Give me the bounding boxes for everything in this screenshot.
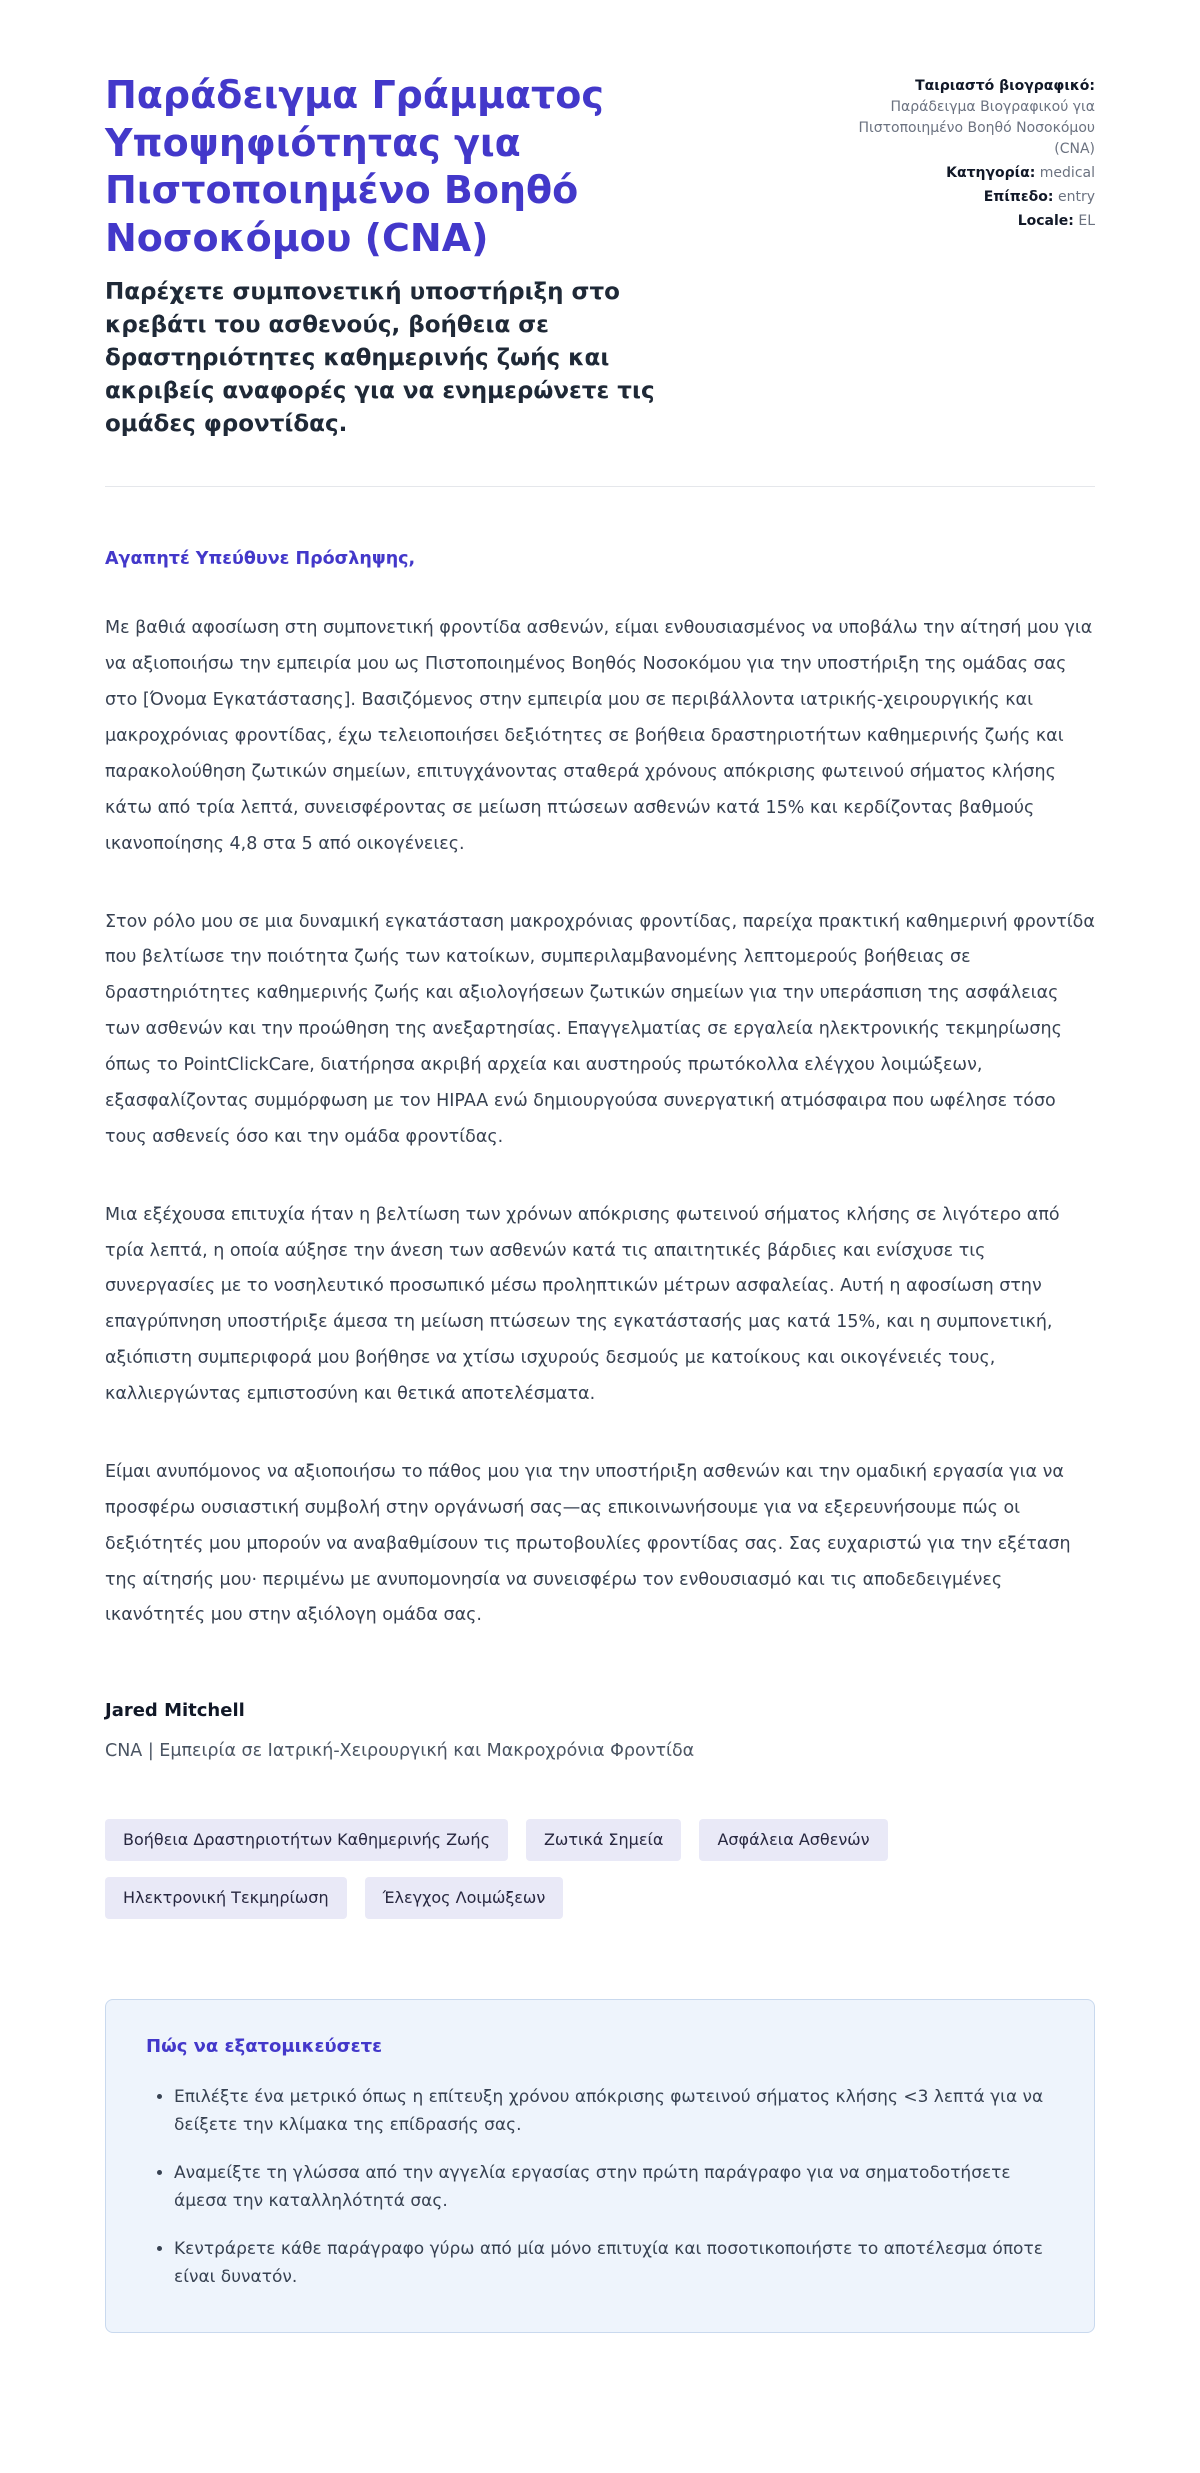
header-titles <box>105 72 785 440</box>
meta-category-value: medical <box>1039 165 1095 181</box>
skill-tag-infection-control: Έλεγχος Λοιμώξεων <box>365 1877 564 1919</box>
skill-tag-electronic-documentation: Ηλεκτρονική Τεκμηρίωση <box>105 1877 347 1919</box>
letter-greeting: Αγαπητέ Υπεύθυνε Πρόσληψης, <box>105 549 416 570</box>
meta-level <box>845 187 1095 208</box>
letter-paragraph-4: Είμαι ανυπόμονος να αξιοποιήσω το πάθος μου για την υποστήριξη ασθενών και την ομαδική εργασία για να προσφέρω ουσιαστική συμβολή στην οργάνωσή σας—ας επικοινωνήσουμε για να εξερευνήσουμε πώς οι δεξιότητές μου μπορούν να αναβαθμίσουν τις πρωτοβουλίες φροντίδας σας. Σας ευχαριστώ για την εξέταση της αίτησής μου· περιμένω με ανυπομονησία να συνεισφέρω τον ενθουσιασμό και τις αποδεδειγμένες ικανότητές μου στην αξιόλογη ομάδα σας. <box>105 1461 1071 1626</box>
signature-block <box>105 1700 1095 1761</box>
meta-locale-value: EL <box>1078 213 1095 229</box>
meta-category <box>845 163 1095 184</box>
skill-tag-adl-assistance: Βοήθεια Δραστηριοτήτων Καθημερινής Ζωής <box>105 1819 508 1861</box>
meta-level-label: Επίπεδο: <box>983 189 1054 205</box>
header-divider <box>105 486 1095 487</box>
page-subtitle: Παρέχετε συμπονετική υποστήριξη στο κρεβάτι του ασθενούς, βοήθεια σε δραστηριότητες καθημερινής ζωής και ακριβείς αναφορές για να ενημερώνετε τις ομάδες φροντίδας. <box>105 279 655 437</box>
page-title: Παράδειγμα Γράμματος Υποψηφιότητας για Πιστοποιημένο Βοηθό Νοσοκόμου (CNA) <box>105 73 604 260</box>
signature-title: CNA | Εμπειρία σε Ιατρική-Χειρουργική και Μακροχρόνια Φροντίδα <box>105 1741 695 1762</box>
tips-list <box>146 2083 1054 2291</box>
meta-locale-label: Locale: <box>1017 213 1074 229</box>
letter-paragraph-2: Στον ρόλο μου σε μια δυναμική εγκατάσταση μακροχρόνιας φροντίδας, παρείχα πρακτική καθημερινή φροντίδα που βελτίωσε την ποιότητα ζωής των κατοίκων, συμπεριλαμβανομένης λεπτομερούς βοήθειας σε δραστηριότητες καθημερινής ζωής και αξιολογήσεων ζωτικών σημείων για την υπεράσπιση της ασφάλειας των ασθενών και την προώθηση της ανεξαρτησίας. Επαγγελματίας σε εργαλεία ηλεκτρονικής τεκμηρίωσης όπως το PointClickCare, διατήρησα ακριβή αρχεία και αυστηρούς πρωτόκολλα ελέγχου λοιμώξεων, εξασφαλίζοντας συμμόρφωση με τον HIPAA ενώ δημιουργούσα συνεργατική ατμόσφαιρα που ωφέλησε τόσο τους ασθενείς όσο και την ομάδα φροντίδας. <box>105 911 1095 1147</box>
header <box>105 72 1095 440</box>
tips-item-2: • Αναμείξτε τη γλώσσα από την αγγελία εργασίας στην πρώτη παράγραφο για να σηματοδοτήσετε άμεσα την καταλληλότητά σας. <box>174 2159 1054 2215</box>
skill-tag-vital-signs: Ζωτικά Σημεία <box>526 1819 682 1861</box>
signature-name: Jared Mitchell <box>105 1700 245 1722</box>
cover-letter-body <box>105 549 1095 1761</box>
letter-paragraph-1: Με βαθιά αφοσίωση στη συμπονετική φροντίδα ασθενών, είμαι ενθουσιασμένος να υποβάλω την αίτησή μου για να αξιοποιήσω την εμπειρία μου ως Πιστοποιημένος Βοηθός Νοσοκόμου για την υποστήριξη της ομάδας σας στο [Όνομα Εγκατάστασης]. Βασιζόμενος στην εμπειρία μου σε περιβάλλοντα ιατρικής-χειρουργικής και μακροχρόνιας φροντίδας, έχω τελειοποιήσει δεξιότητες σε βοήθεια δραστηριοτήτων καθημερινής ζωής και παρακολούθηση ζωτικών σημείων, επιτυγχάνοντας σταθερά χρόνους απόκρισης φωτεινού σήματος κλήσης κάτω από τρία λεπτά, συνεισφέροντας σε μείωση πτώσεων ασθενών κατά 15% και κερδίζοντας βαθμούς ικανοποίησης 4,8 στα 5 από οικογένειες. <box>105 618 1093 854</box>
meta-panel <box>845 72 1095 235</box>
meta-locale <box>845 211 1095 232</box>
skill-tag-list <box>105 1819 1095 1919</box>
meta-matching-resume <box>845 76 1095 160</box>
meta-matching-resume-label: Ταιριαστό βιογραφικό: <box>915 78 1095 94</box>
tips-item-1: • Επιλέξτε ένα μετρικό όπως η επίτευξη χρόνου απόκρισης φωτεινού σήματος κλήσης <3 λεπτά για να δείξετε την κλίμακα της επίδρασής σας. <box>174 2083 1054 2139</box>
meta-matching-resume-value: Παράδειγμα Βιογραφικού για Πιστοποιημένο Βοηθό Νοσοκόμου (CNA) <box>858 99 1095 157</box>
meta-category-label: Κατηγορία: <box>946 165 1036 181</box>
tips-title: Πώς να εξατομικεύσετε <box>146 2036 383 2058</box>
customization-tips-box <box>105 1999 1095 2332</box>
letter-paragraph-3: Μια εξέχουσα επιτυχία ήταν η βελτίωση των χρόνων απόκρισης φωτεινού σήματος κλήσης σε λιγότερο από τρία λεπτά, η οποία αύξησε την άνεση των ασθενών κατά τις απαιτητικές βάρδιες και ενίσχυσε τις συνεργασίες με το νοσηλευτικό προσωπικό μέσω προληπτικών μέτρων ασφαλείας. Αυτή η αφοσίωση στην επαγρύπνηση υποστήριξε άμεσα τη μείωση πτώσεων της εγκατάστασής μας κατά 15%, και η συμπονετική, αξιόπιστη συμπεριφορά μου βοήθησε να χτίσω ισχυρούς δεσμούς με κατοίκους και οικογένειές τους, καλλιεργώντας εμπιστοσύνη και θετικά αποτελέσματα. <box>105 1204 1060 1404</box>
tips-item-3: • Κεντράρετε κάθε παράγραφο γύρω από μία μόνο επιτυχία και ποσοτικοποιήστε το αποτέλεσμα όποτε είναι δυνατόν. <box>174 2235 1054 2291</box>
meta-level-value: entry <box>1057 189 1095 205</box>
skill-tag-patient-safety: Ασφάλεια Ασθενών <box>699 1819 887 1861</box>
page <box>105 0 1095 2413</box>
